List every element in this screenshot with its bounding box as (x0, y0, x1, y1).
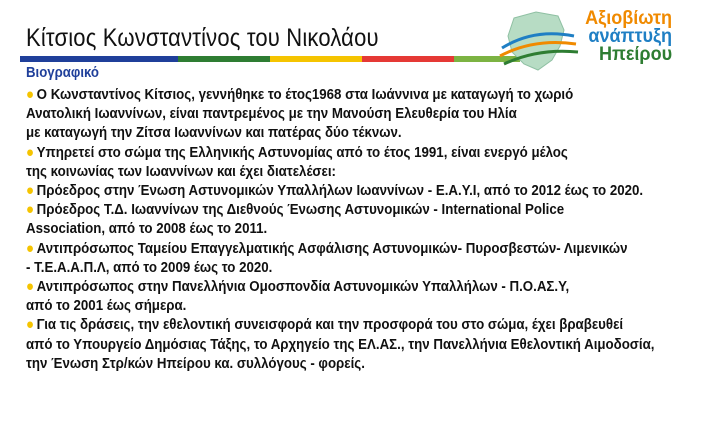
bio-line-text: Ο Κωνσταντίνος Κίτσιος, γεννήθηκε το έτος1968 στα Ιωάννινα με καταγωγή το χωριό (36, 86, 574, 103)
logo-line-1: Αξιοβίωτη (585, 8, 673, 29)
bio-line-text: Ανατολική Ιωαννίνων, είναι παντρεμένος με την Μανούση Ελευθερία του Ηλία (26, 105, 517, 123)
bio-line-text: Αντιπρόσωπος Ταμείου Επαγγελματικής Ασφάλισης Αστυνομικών- Πυροσβεστών- Λιμενικών (36, 239, 628, 257)
bio-line-text: Πρόεδρος στην Ένωση Αστυνομικών Υπαλλήλων Ιωαννίνων - Ε.Α.Υ.Ι, από το 2012 έως το 2020. (36, 182, 644, 200)
bio-line-text: από το Υπουργείο Δημόσιας Τάξης, το Αρχηγείο της ΕΛ.ΑΣ., την Πανελλήνια Εθελοντική Αιμοδοσία, (26, 335, 655, 353)
bio-line-text: - Τ.Ε.Α.Α.Π.Λ, από το 2009 έως το 2020. (26, 258, 273, 276)
bullet-icon: ● (26, 201, 35, 219)
bio-line-text: Πρόεδρος Τ.Δ. Ιωαννίνων της Διεθνούς Ένωσης Αστυνομικών - International Police (36, 201, 565, 219)
bio-line (26, 335, 691, 354)
logo-line-3: Ηπείρου (598, 44, 673, 65)
bio-line-text: Υπηρετεί στο σώμα της Ελληνικής Αστυνομίας από το έτος 1991, είναι ενεργό μέλος (36, 143, 568, 161)
bio-line (26, 162, 691, 181)
bio-line-text: με καταγωγή την Ζίτσα Ιωαννίνων και πατέρας δύο τέκνων. (26, 124, 402, 142)
bio-line-text: την Ένωση Στρ/κών Ηπείρου κα. συλλόγους - φορείς. (26, 354, 365, 372)
bio-line (26, 277, 691, 296)
bullet-icon: ● (26, 316, 35, 334)
title-color-bar (20, 56, 520, 62)
bio-text (26, 85, 691, 373)
bio-line (26, 354, 691, 373)
bio-line (26, 315, 691, 334)
bio-line-text: Για τις δράσεις, την εθελοντική συνεισφορά και την προσφορά του στο σώμα, έχει βραβευθεί (36, 316, 624, 334)
bio-line-text: από το 2001 έως σήμερα. (26, 297, 187, 315)
bullet-icon: ● (26, 239, 35, 257)
bio-line (26, 104, 691, 123)
bio-line (26, 200, 691, 219)
color-bar-segment (20, 56, 178, 62)
bio-line (26, 123, 691, 142)
page-title: Κίτσιος Κωνσταντίνος του Νικολάου (26, 24, 379, 52)
bio-line (26, 85, 691, 104)
bio-line-text: της κοινωνίας των Ιωαννίνων και έχει διατελέσει: (26, 162, 336, 180)
bullet-icon: ● (26, 143, 35, 161)
bio-line (26, 258, 691, 277)
bio-line (26, 296, 691, 315)
bullet-icon: ● (26, 182, 35, 200)
bio-line-text: Association, από το 2008 έως το 2011. (26, 220, 268, 238)
color-bar-segment (362, 56, 454, 62)
bullet-icon: ● (26, 86, 35, 103)
color-bar-segment (270, 56, 362, 62)
bio-line (26, 143, 691, 162)
section-subtitle: Βιογραφικό (26, 64, 99, 81)
color-bar-segment (178, 56, 270, 62)
bullet-icon: ● (26, 278, 35, 296)
logo-slogan (560, 10, 672, 64)
bio-line-text: Αντιπρόσωπος στην Πανελλήνια Ομοσπονδία Αστυνομικών Υπαλλήλων - Π.Ο.ΑΣ.Υ, (36, 278, 570, 296)
bio-line (26, 219, 691, 238)
bio-line (26, 181, 691, 200)
bio-line (26, 239, 691, 258)
logo-line-2: ανάπτυξη (588, 26, 673, 47)
